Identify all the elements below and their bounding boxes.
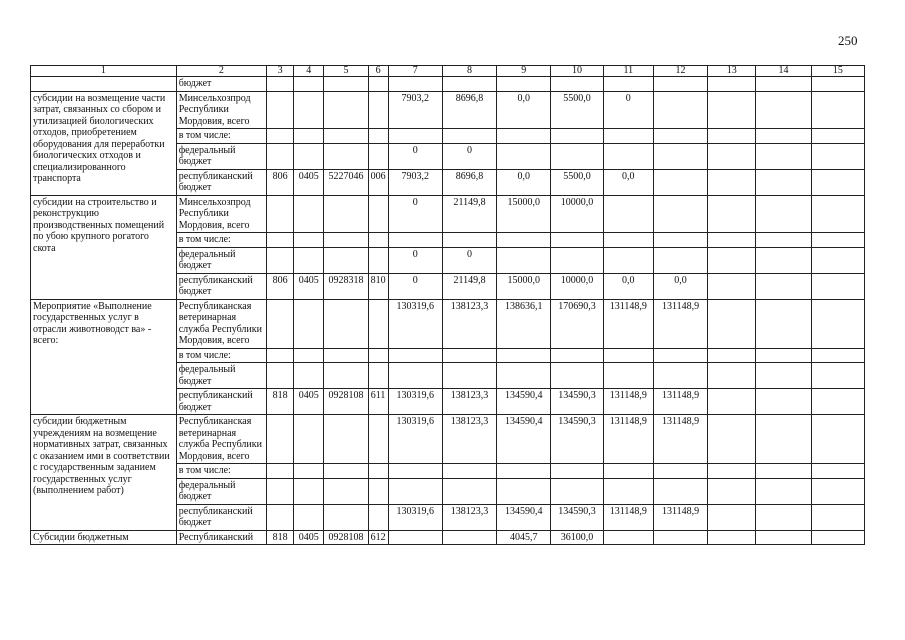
- table-cell: 0: [442, 143, 496, 169]
- table-cell: 0: [603, 91, 653, 129]
- table-row: [31, 415, 865, 464]
- table-cell: субсидии бюджетным учреждениям на возмещение нормативных затрат, связанных с оказанием ими в соответствии с государственным заданием государственных услуг (выполнением работ): [31, 415, 177, 531]
- table-cell: в том числе:: [176, 348, 266, 363]
- table-cell: 131148,9: [653, 504, 707, 530]
- page-number: 250: [838, 33, 858, 48]
- table-cell: Республиканская ветеринарная служба Республики Мордовия, всего: [176, 415, 266, 464]
- table-cell: Субсидии бюджетным: [31, 530, 177, 545]
- table-cell: 134590,3: [551, 504, 603, 530]
- column-header: 7: [388, 66, 442, 77]
- table-cell: Минсельхозпрод Республики Мордовия, всего: [176, 195, 266, 233]
- table-cell: в том числе:: [176, 464, 266, 479]
- table-cell: 0: [442, 247, 496, 273]
- table-cell: 131148,9: [603, 504, 653, 530]
- table-row: [31, 91, 865, 129]
- table-cell: Республиканская ветеринарная служба Республики Мордовия, всего: [176, 299, 266, 348]
- table-cell: Мероприятие «Выполнение государственных услуг в отрасли животноводст ва» - всего:: [31, 299, 177, 415]
- table-cell: 0,0: [603, 169, 653, 195]
- table-cell: 130319,6: [388, 299, 442, 348]
- column-header: 11: [603, 66, 653, 77]
- table-cell: 131148,9: [603, 299, 653, 348]
- table-header-row: [31, 66, 865, 77]
- table-cell: 4045,7: [497, 530, 551, 545]
- table-cell: 21149,8: [442, 273, 496, 299]
- column-header: 12: [653, 66, 707, 77]
- table-cell: Республиканский: [176, 530, 266, 545]
- table-cell: 138123,3: [442, 389, 496, 415]
- table-cell: в том числе:: [176, 233, 266, 248]
- table-cell: 131148,9: [603, 415, 653, 464]
- table-cell: 15000,0: [497, 195, 551, 233]
- table-cell: субсидии на строительство и реконструкцию производственных помещений по убою крупного рогатого скота: [31, 195, 177, 299]
- table-cell: федеральный бюджет: [176, 478, 266, 504]
- table-cell: 15000,0: [497, 273, 551, 299]
- table-cell: республиканский бюджет: [176, 504, 266, 530]
- table-cell: 0928318: [324, 273, 368, 299]
- table-cell: республиканский бюджет: [176, 169, 266, 195]
- table-cell: 131148,9: [653, 299, 707, 348]
- table-cell: 131148,9: [653, 415, 707, 464]
- table-cell: 134590,4: [497, 415, 551, 464]
- table-row: [31, 77, 865, 92]
- table-cell: 810: [368, 273, 388, 299]
- table-cell: 611: [368, 389, 388, 415]
- table-cell: 7903,2: [388, 169, 442, 195]
- table-cell: бюджет: [176, 77, 266, 92]
- column-header: 2: [176, 66, 266, 77]
- table-cell: федеральный бюджет: [176, 143, 266, 169]
- table-cell: 134590,3: [551, 415, 603, 464]
- table-cell: 806: [267, 273, 294, 299]
- column-header: 4: [294, 66, 324, 77]
- column-header: 15: [811, 66, 864, 77]
- table-cell: 818: [267, 389, 294, 415]
- table-cell: 5500,0: [551, 91, 603, 129]
- column-header: 10: [551, 66, 603, 77]
- table-cell: 138123,3: [442, 504, 496, 530]
- table-row: [31, 530, 865, 545]
- table-cell: 5227046: [324, 169, 368, 195]
- table-cell: 0: [388, 273, 442, 299]
- table-row: [31, 299, 865, 348]
- table-cell: 0,0: [603, 273, 653, 299]
- table-cell: 0928108: [324, 530, 368, 545]
- column-header: 9: [497, 66, 551, 77]
- table-cell: 10000,0: [551, 273, 603, 299]
- table-cell: 134590,4: [497, 389, 551, 415]
- table-cell: республиканский бюджет: [176, 389, 266, 415]
- table-cell: 0928108: [324, 389, 368, 415]
- column-header: 14: [756, 66, 811, 77]
- table-cell: 8696,8: [442, 169, 496, 195]
- table-cell: 134590,4: [497, 504, 551, 530]
- table-cell: 138636,1: [497, 299, 551, 348]
- table-cell: 0405: [294, 169, 324, 195]
- table-cell: 131148,9: [603, 389, 653, 415]
- table-cell: 0: [388, 195, 442, 233]
- table-cell: 0405: [294, 273, 324, 299]
- table-cell: 0,0: [497, 91, 551, 129]
- table-row: [31, 195, 865, 233]
- table-cell: в том числе:: [176, 129, 266, 144]
- table-cell: 138123,3: [442, 415, 496, 464]
- table-cell: 0405: [294, 530, 324, 545]
- table-cell: 806: [267, 169, 294, 195]
- table-cell: 134590,3: [551, 389, 603, 415]
- table-cell: 0: [388, 247, 442, 273]
- table-cell: 818: [267, 530, 294, 545]
- table-cell: 21149,8: [442, 195, 496, 233]
- table-cell: 130319,6: [388, 389, 442, 415]
- table-cell: Минсельхозпрод Республики Мордовия, всего: [176, 91, 266, 129]
- table-cell: 10000,0: [551, 195, 603, 233]
- table-cell: 0405: [294, 389, 324, 415]
- column-header: 5: [324, 66, 368, 77]
- column-header: 6: [368, 66, 388, 77]
- table-cell: 612: [368, 530, 388, 545]
- table-cell: 8696,8: [442, 91, 496, 129]
- table-cell: 170690,3: [551, 299, 603, 348]
- table-cell: 138123,3: [442, 299, 496, 348]
- budget-table: [30, 65, 865, 545]
- table-cell: 0,0: [653, 273, 707, 299]
- table-cell: 0,0: [497, 169, 551, 195]
- table-cell: 130319,6: [388, 504, 442, 530]
- table-cell: субсидии на возмещение части затрат, связанных со сбором и утилизацией биологических отходов, приобретением оборудования для переработки биологических отходов и специализированного транспорта: [31, 91, 177, 195]
- table-cell: 006: [368, 169, 388, 195]
- table-cell: 130319,6: [388, 415, 442, 464]
- table-cell: федеральный бюджет: [176, 363, 266, 389]
- column-header: 8: [442, 66, 496, 77]
- column-header: 1: [31, 66, 177, 77]
- table-cell: 131148,9: [653, 389, 707, 415]
- table-cell: 7903,2: [388, 91, 442, 129]
- table-cell: 5500,0: [551, 169, 603, 195]
- table-cell: 0: [388, 143, 442, 169]
- table-cell: федеральный бюджет: [176, 247, 266, 273]
- table-cell: 36100,0: [551, 530, 603, 545]
- column-header: 3: [267, 66, 294, 77]
- table-cell: республиканский бюджет: [176, 273, 266, 299]
- column-header: 13: [708, 66, 756, 77]
